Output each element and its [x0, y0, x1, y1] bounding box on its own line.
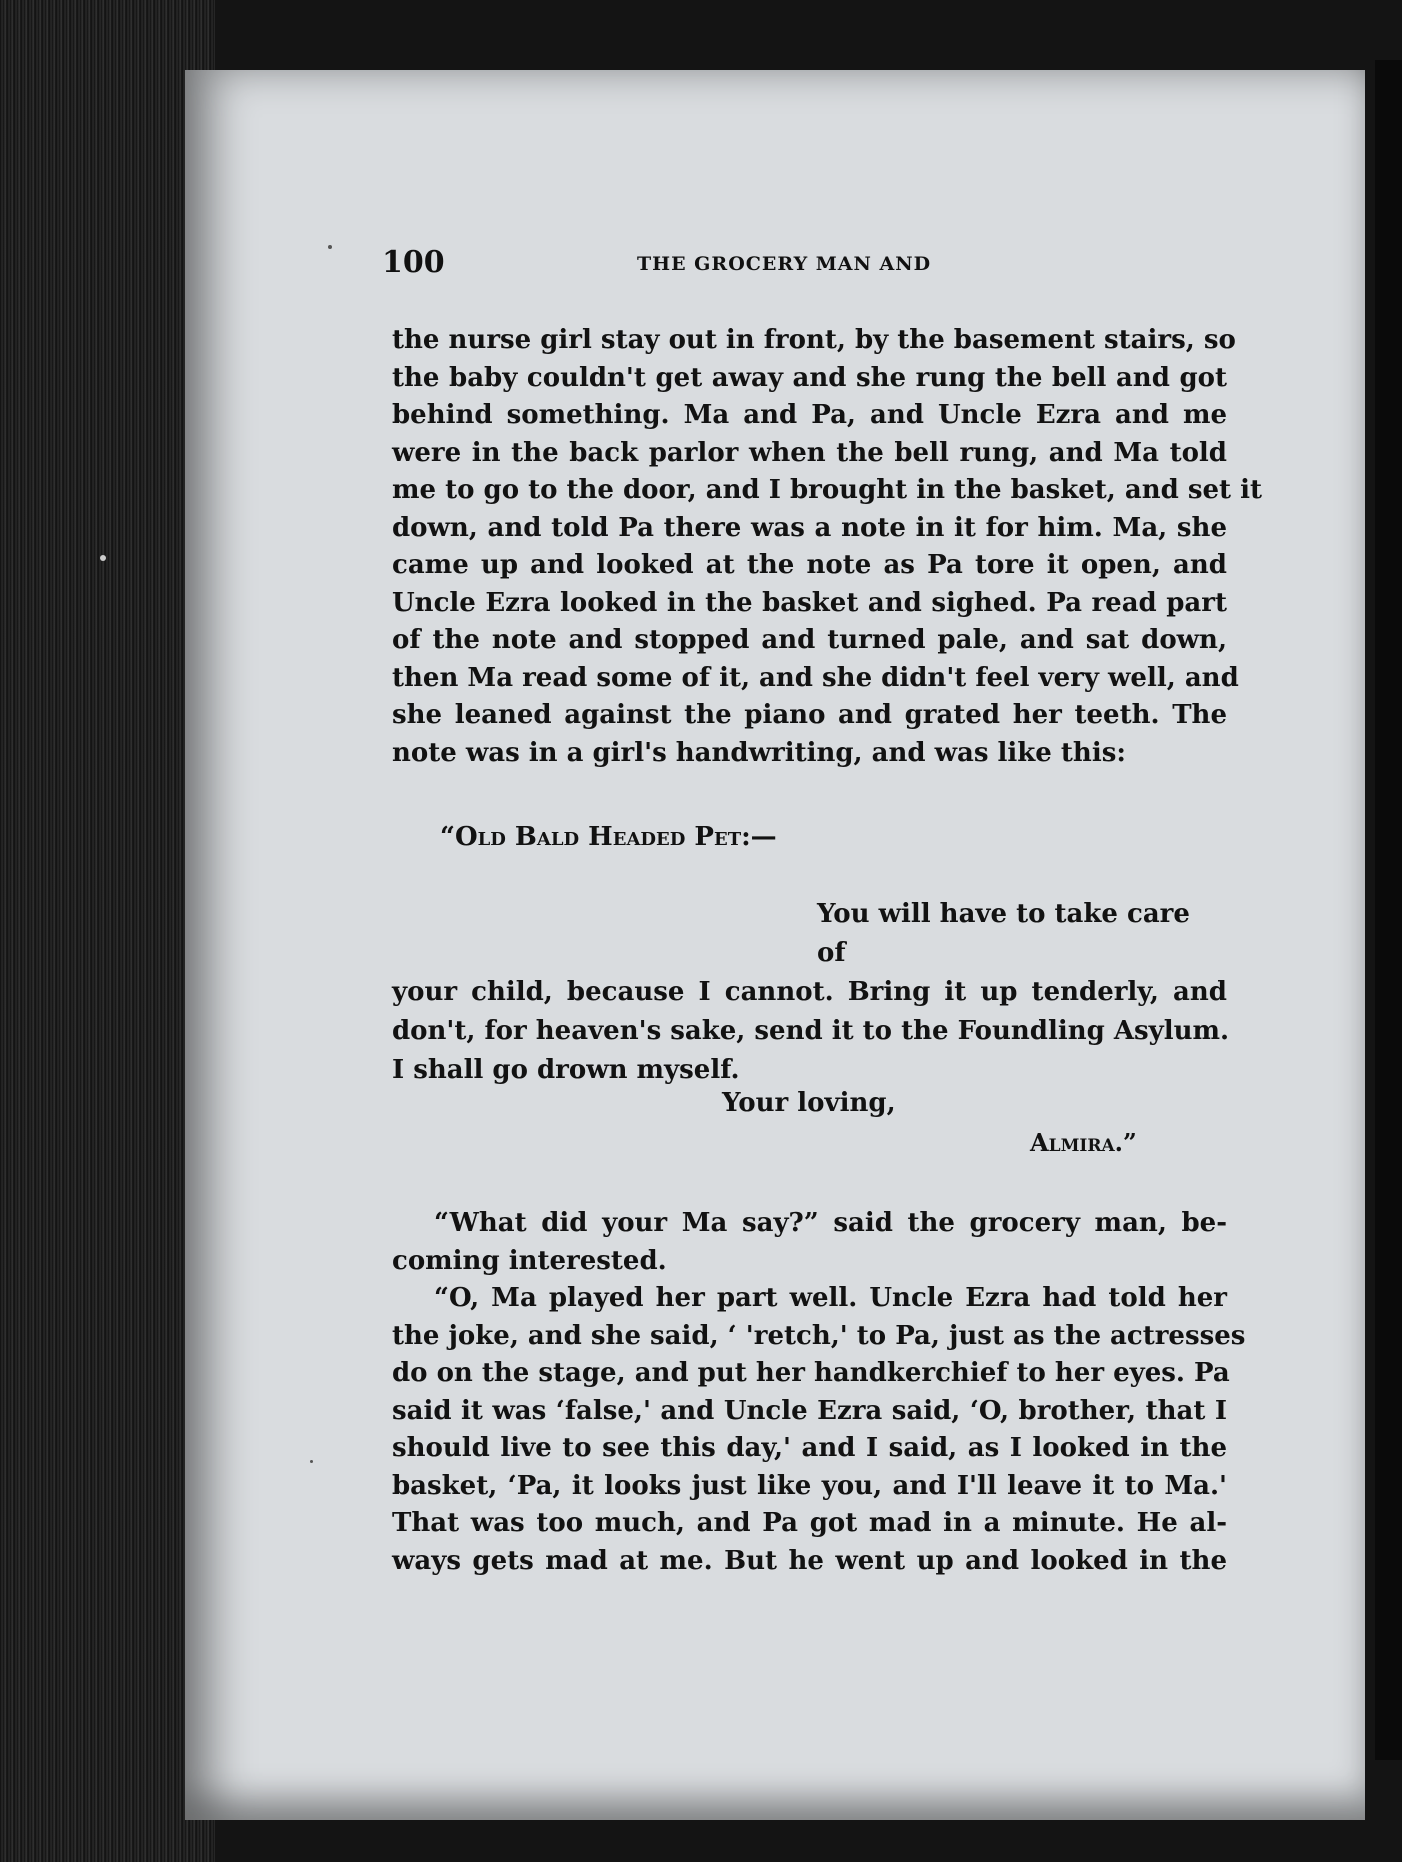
- letter-line: You will have to take care of: [817, 899, 1190, 968]
- letter-body: [392, 895, 1230, 1090]
- text-line: “O, Ma played her part well. Uncle Ezra had told her: [434, 1283, 1227, 1313]
- text-line: basket, ‘Pa, it looks just like you, and I'll leave it to Ma.': [392, 1470, 1227, 1501]
- text-line: the nurse girl stay out in front, by the basement stairs, so: [392, 325, 1236, 355]
- text-line: then Ma read some of it, and she didn't feel very well, and: [392, 662, 1239, 693]
- text-line: note was in a girl's handwriting, and was like this:: [392, 737, 1126, 768]
- text-line: Uncle Ezra looked in the basket and sighed. Pa read part: [392, 587, 1227, 618]
- letter-line: I shall go drown myself.: [392, 1055, 740, 1085]
- running-head: THE GROCERY MAN AND: [637, 253, 932, 275]
- text-line: That was too much, and Pa got mad in a minute. He al-: [392, 1508, 1227, 1538]
- text-line: the joke, and she said, ‘ 'retch,' to Pa, just as the actresses: [392, 1320, 1246, 1351]
- letter-line: don't, for heaven's sake, send it to the Foundling Asylum.: [392, 1016, 1230, 1046]
- scan-speck: [100, 555, 106, 561]
- text-line: she leaned against the piano and grated her teeth. The: [392, 700, 1227, 730]
- text-line: ways gets mad at me. But he went up and looked in the: [392, 1545, 1227, 1576]
- text-line: said it was ‘false,' and Uncle Ezra said, ‘O, brother, that I: [392, 1395, 1227, 1426]
- text-line: behind something. Ma and Pa, and Uncle Ezra and me: [392, 400, 1227, 430]
- text-line: should live to see this day,' and I said, as I looked in the: [392, 1433, 1227, 1463]
- letter-closing: Your loving,: [722, 1088, 896, 1118]
- facing-page-edge: [1375, 60, 1402, 1760]
- letter-signature: Almira.”: [1030, 1128, 1137, 1157]
- book-page-edges: [0, 0, 215, 1862]
- body-paragraph-2: [392, 1205, 1246, 1580]
- text-line: me to go to the door, and I brought in the basket, and set it: [392, 475, 1263, 505]
- scan-speck: [310, 1460, 313, 1463]
- letter-salutation: “Old Bald Headed Pet:—: [440, 822, 777, 852]
- scan-speck: [328, 245, 332, 249]
- text-line: do on the stage, and put her handkerchief to her eyes. Pa: [392, 1358, 1230, 1388]
- text-line: down, and told Pa there was a note in it for him. Ma, she: [392, 512, 1227, 543]
- text-line: came up and looked at the note as Pa tore it open, and: [392, 550, 1227, 580]
- letter-line: your child, because I cannot. Bring it up tenderly, and: [392, 977, 1227, 1007]
- text-line: were in the back parlor when the bell rung, and Ma told: [392, 437, 1227, 468]
- text-line: the baby couldn't get away and she rung the bell and got: [392, 362, 1227, 393]
- page-header: [382, 245, 1232, 285]
- text-line: “What did your Ma say?” said the grocery man, be-: [434, 1208, 1227, 1238]
- page-number: 100: [382, 245, 445, 280]
- text-line: coming interested.: [392, 1245, 667, 1276]
- text-line: of the note and stopped and turned pale, and sat down,: [392, 625, 1227, 655]
- body-paragraph-1: [392, 322, 1263, 772]
